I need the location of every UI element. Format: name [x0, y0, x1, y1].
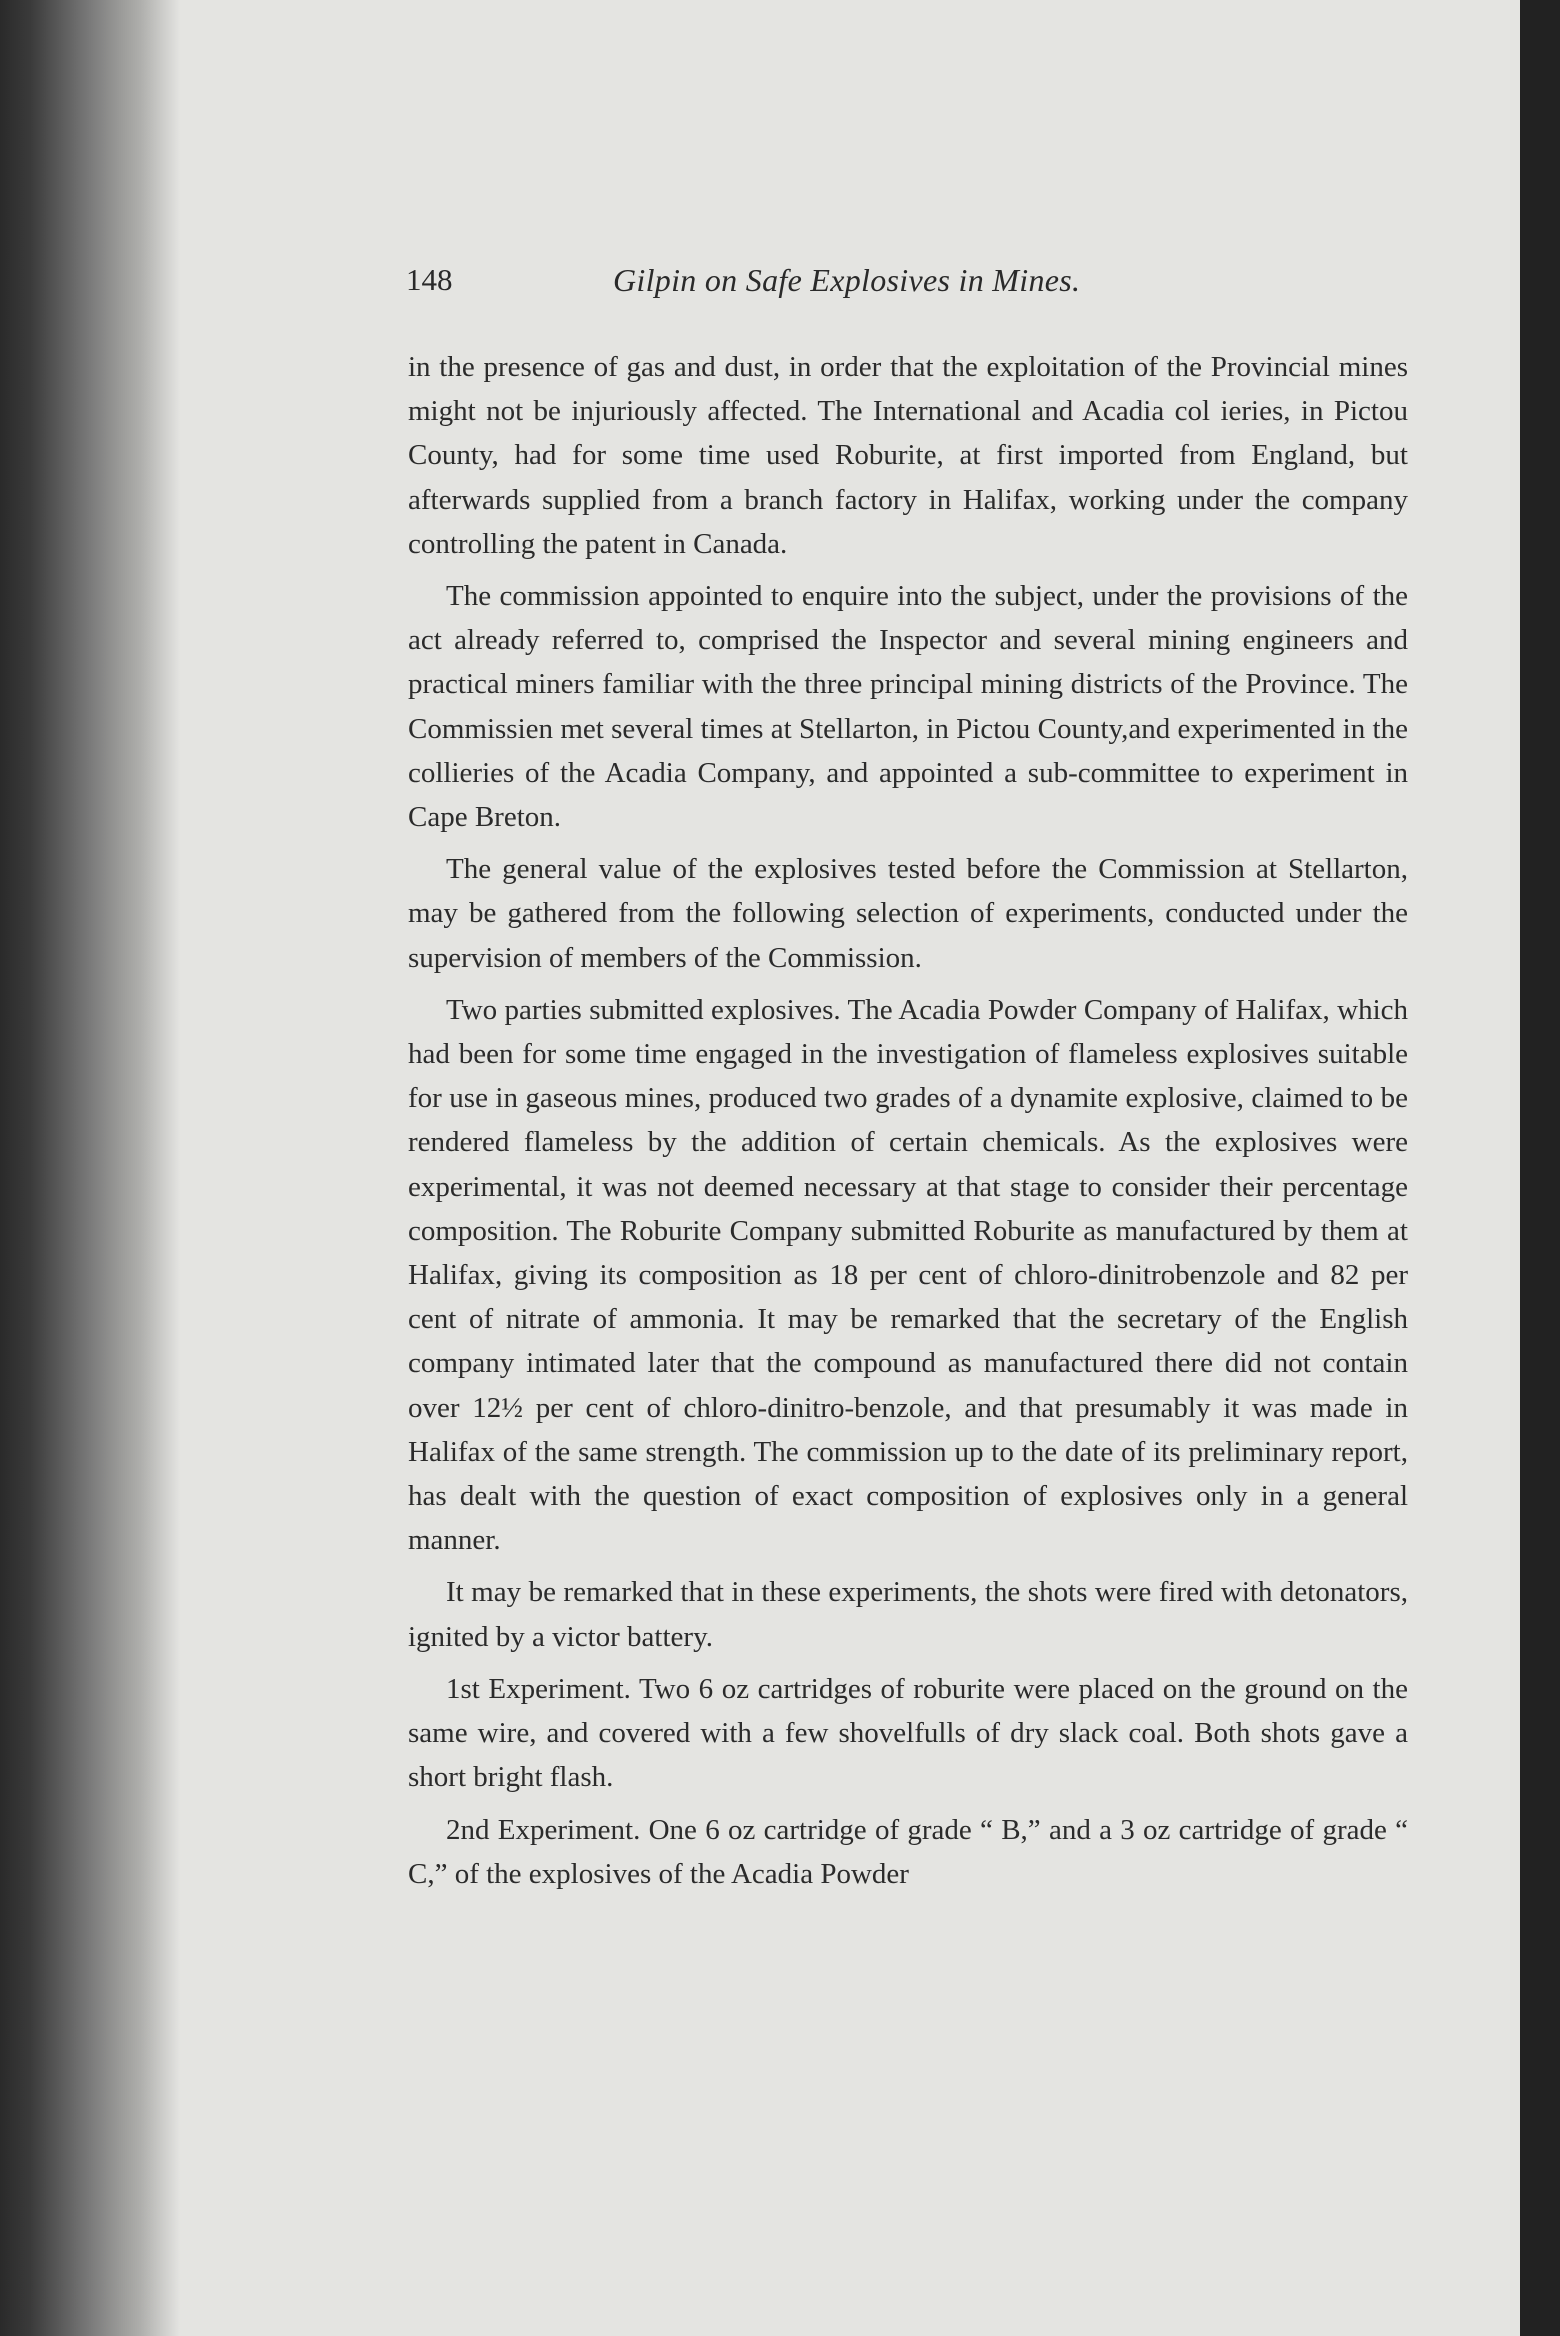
book-edge	[0, 0, 150, 2336]
paragraph-1: in the presence of gas and dust, in order that the exploitation of the Provincial mines might not be injuriously affected. The International and Acadia col ieries, in Pictou County, had for some time used Roburite, at first imported from England, but afterwards supplied from a branch factory in Halifax, working under the company controlling the patent in Canada.	[408, 351, 1408, 560]
page-header	[268, 262, 1398, 312]
paragraph-6: 1st Experiment. Two 6 oz cartridges of roburite were placed on the ground on the same wire, and covered with a few shovelfulls of dry slack coal. Both shots gave a short bright flash.	[408, 1672, 1408, 1794]
paragraph-7: 2nd Experiment. One 6 oz cartridge of grade “ B,” and a 3 oz cartridge of grade “ C,” of the explosives of the Acadia Powder	[408, 1813, 1408, 1890]
scanner-edge	[1520, 0, 1560, 2336]
paragraph-2: The commission appointed to enquire into the subject, under the provisions of the act already referred to, comprised the Inspector and several mining engineers and practical miners familiar with the three principal mining districts of the Province. The Commissien met several times at Stellarton, in Pictou County,and experimented in the collieries of the Acadia Company, and appointed a sub-committee to experiment in Cape Breton.	[408, 580, 1408, 834]
body-text	[408, 345, 1408, 1904]
paragraph-5: It may be remarked that in these experiments, the shots were fired with detonators, ignited by a victor battery.	[408, 1576, 1408, 1653]
page-number: 148	[406, 262, 453, 297]
paragraph-4: Two parties submitted explosives. The Acadia Powder Company of Halifax, which had been for some time engaged in the investigation of flameless explosives suitable for use in gaseous mines, produced two grades of a dynamite explosive, claimed to be rendered flameless by the addition of certain chemicals. As the explosives were experimental, it was not deemed necessary at that stage to consider their percentage composition. The Roburite Company submitted Roburite as manufactured by them at Halifax, giving its composition as 18 per cent of chloro-dinitrobenzole and 82 per cent of nitrate of ammonia. It may be remarked that the secretary of the English company intimated later that the compound as manufactured there did not contain over 12½ per cent of chloro-dinitro-benzole, and that presumably it was made in Halifax of the same strength. The commission up to the date of its preliminary report, has dealt with the question of exact composition of explosives only in a general manner.	[408, 993, 1408, 1557]
gutter-shadow	[140, 0, 180, 2336]
paragraph-3: The general value of the explosives tested before the Commission at Stellarton, may be gathered from the following selection of experiments, conducted under the supervision of members of the Commission.	[408, 853, 1408, 974]
running-head: Gilpin on Safe Explosives in Mines.	[613, 262, 1081, 298]
